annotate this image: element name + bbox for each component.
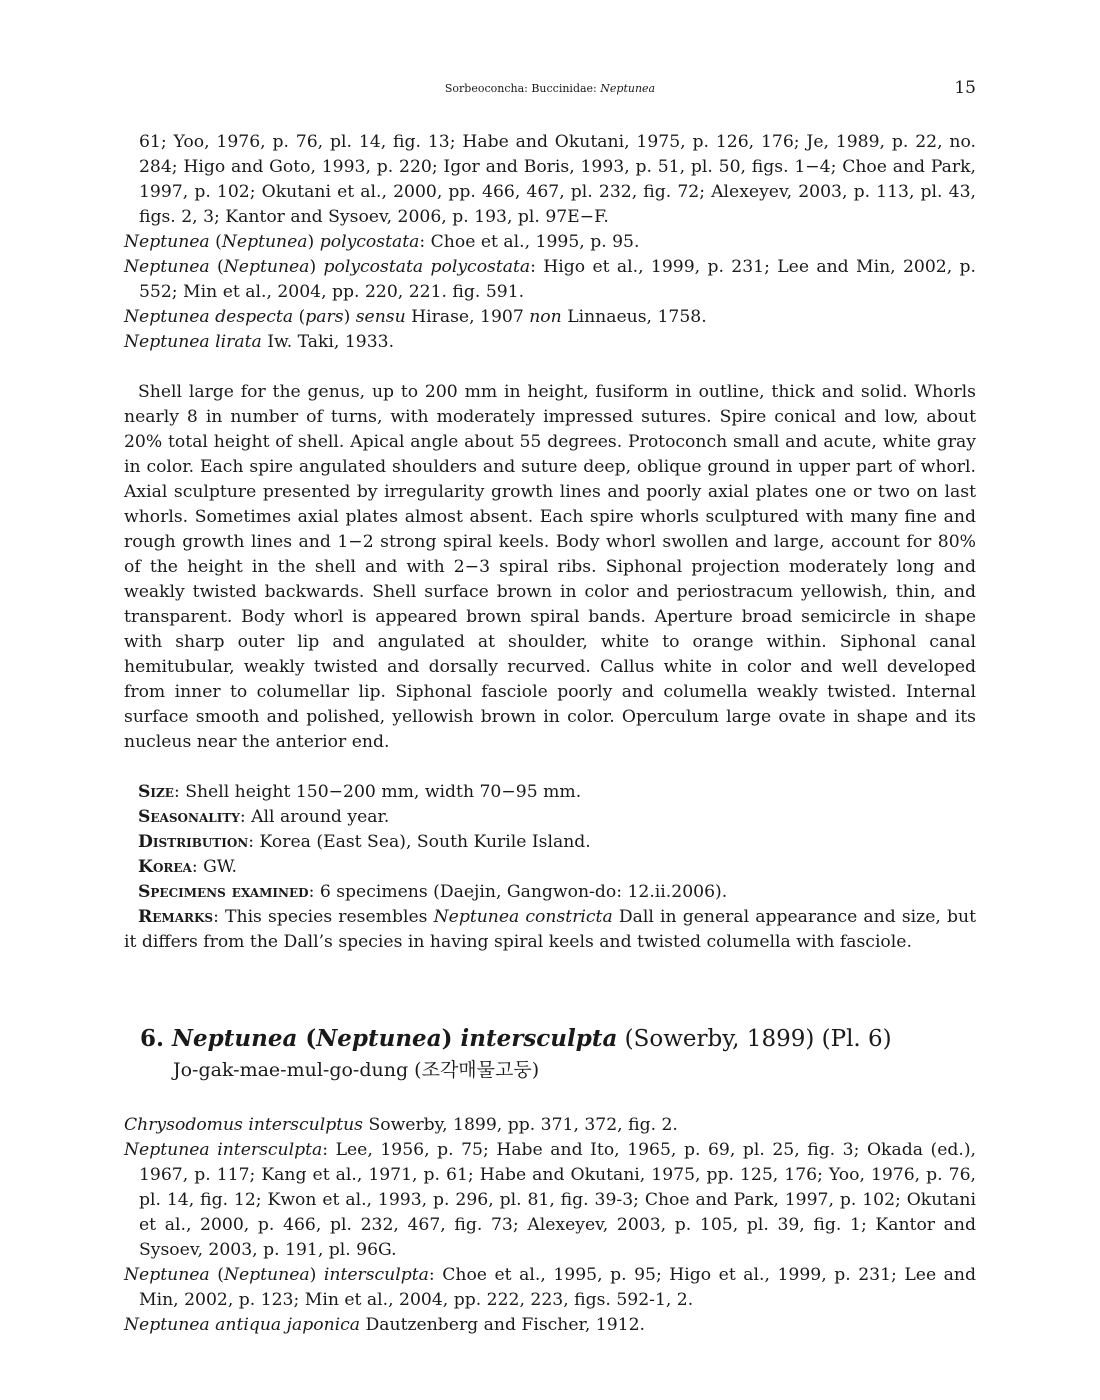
synonym-name: Neptunea despecta	[124, 307, 294, 327]
synonymy-entry: Neptunea (Neptunea) polycostata polycostata: Higo et al., 1999, p. 231; Lee and Min, 2002, p. 552; Min et al., 2004, pp. 220, 221. fig. 591.	[124, 257, 976, 302]
distribution-label: Distribution	[138, 832, 249, 852]
synonymy-entry: Neptunea lirata Iw. Taki, 1933.	[124, 332, 395, 352]
korea-label: Korea	[138, 857, 192, 877]
species-description: Shell large for the genus, up to 200 mm in height, fusiform in outline, thick and solid. Whorls nearly 8 in number of turns, with moderately impressed sutures. Spire conical and low, about 20% total height of shell. Apical angle about 55 degrees. Protoconch small and acute, white gray in color. Each spire angulated shoulders and suture deep, oblique ground in upper part of whorl. Axial sculpture presented by irregularity growth lines and poorly axial plates one or two on last whorls. Sometimes axial plates almost absent. Each spire whorls sculptured with many fine and rough growth lines and 1−2 strong spiral keels. Body whorl swollen and large, account for 80% of the height in the shell and with 2−3 spiral ribs. Siphonal projection moderately long and weakly twisted backwards. Shell surface brown in color and periostracum yellowish, thin, and transparent. Body whorl is appeared brown spiral bands. Aperture broad semicircle in shape with sharp outer lip and angulated at shoulder, white to orange within. Siphonal canal hemitubular, weakly twisted and dorsally recurved. Callus white in color and well developed from inner to columellar lip. Siphonal fasciole poorly and columella weakly twisted. Internal surface smooth and polished, yellowish brown in color. Operculum large ovate in shape and its nucleus near the anterior end.	[124, 382, 976, 752]
synonym-name: Neptunea	[124, 232, 210, 252]
size-label: Size	[138, 782, 174, 802]
page-content	[124, 130, 976, 1338]
running-head-title	[124, 82, 976, 95]
synonymy-entry-continued: 61; Yoo, 1976, p. 76, pl. 14, fig. 13; Habe and Okutani, 1975, p. 126, 176; Je, 1989, p. 22, no. 284; Higo and Goto, 1993, p. 220; Igor and Boris, 1993, p. 51, pl. 50, figs. 1−4; Choe and Park, 1997, p. 102; Okutani et al., 2000, pp. 466, 467, pl. 232, fig. 72; Alexeyev, 2003, p. 113, pl. 43, figs. 2, 3; Kantor and Sysoev, 2006, p. 193, pl. 97E−F.	[139, 132, 976, 227]
species-number: 6.	[140, 1025, 165, 1052]
synonym-name: Neptunea antiqua japonica	[124, 1315, 361, 1335]
remarks-line: Remarks: This species resembles Neptunea constricta Dall in general appearance and size, but it differs from the Dall’s species in having spiral keels and twisted columella with fasciole.	[124, 907, 977, 952]
synonymy-entry: Neptunea despecta (pars) sensu Hirase, 1907 non Linnaeus, 1758.	[124, 307, 707, 327]
synonymy-entry: Chrysodomus intersculptus Sowerby, 1899, pp. 371, 372, fig. 2.	[124, 1115, 678, 1135]
species-genus: Neptunea	[172, 1025, 298, 1052]
synonym-name: Neptunea intersculpta	[124, 1140, 323, 1160]
vernacular-name: Jo-gak-mae-mul-go-dung (조각매물고둥)	[173, 1059, 540, 1081]
synonymy-entry: Neptunea intersculpta: Lee, 1956, p. 75; Habe and Ito, 1965, p. 69, pl. 25, fig. 3; Okada (ed.), 1967, p. 117; Kang et al., 1971, p. 61; Habe and Okutani, 1975, pp. 125, 176; Yoo, 1976, p. 76, pl. 14, fig. 12; Kwon et al., 1993, p. 296, pl. 81, fig. 39-3; Choe and Park, 1997, p. 102; Okutani et al., 2000, p. 466, pl. 232, 467, fig. 73; Alexeyev, 2003, p. 105, pl. 39, fig. 1; Kantor and Sysoev, 2003, p. 191, pl. 96G.	[124, 1140, 977, 1260]
synonym-name: Neptunea lirata	[124, 332, 262, 352]
spacer	[124, 1085, 976, 1113]
korea-line: Korea: GW.	[138, 857, 237, 877]
synonymy-entry: Neptunea (Neptunea) intersculpta: Choe et al., 1995, p. 95; Higo et al., 1999, p. 231; Lee and Min, 2002, p. 123; Min et al., 2004, pp. 222, 223, figs. 592-1, 2.	[124, 1265, 976, 1310]
synonym-name: Neptunea	[124, 257, 210, 277]
species-subgenus: Neptunea	[316, 1025, 442, 1052]
synonymy-entry: Neptunea (Neptunea) polycostata: Choe et al., 1995, p. 95.	[124, 232, 640, 252]
page-number: 15	[954, 78, 976, 98]
synonym-name: Neptunea	[124, 1265, 210, 1285]
species-epithet: intersculpta	[460, 1025, 618, 1052]
synonymy-entry: Neptunea antiqua japonica Dautzenberg and Fischer, 1912.	[124, 1315, 645, 1335]
running-head-text: Sorbeoconcha: Buccinidae:	[444, 82, 601, 95]
remarks-label: Remarks	[138, 907, 214, 927]
seasonality-label: Seasonality	[138, 807, 240, 827]
specimens-label: Specimens examined	[138, 882, 309, 902]
synonym-name: Chrysodomus intersculptus	[124, 1115, 363, 1135]
species-author: (Sowerby, 1899) (Pl. 6)	[617, 1026, 892, 1052]
size-line: Size: Shell height 150−200 mm, width 70−95 mm.	[138, 782, 582, 802]
running-head	[124, 78, 976, 98]
seasonality-line: Seasonality: All around year.	[138, 807, 390, 827]
specimens-line: Specimens examined: 6 specimens (Daejin, Gangwon-do: 12.ii.2006).	[138, 882, 728, 902]
running-head-genus: Neptunea	[600, 82, 656, 95]
species-heading: 6. Neptunea (Neptunea) intersculpta (Sowerby, 1899) (Pl. 6)	[140, 1025, 892, 1052]
distribution-line: Distribution: Korea (East Sea), South Kurile Island.	[138, 832, 591, 852]
